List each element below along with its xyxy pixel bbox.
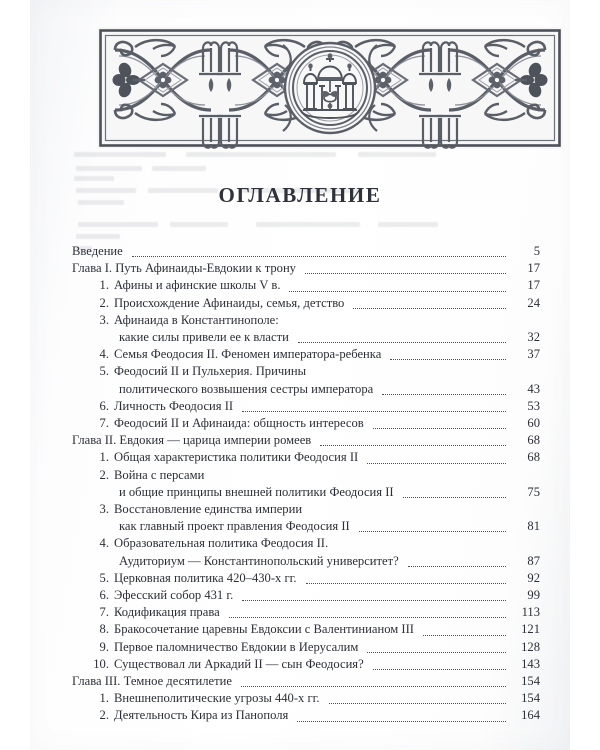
toc-entry [72,295,540,312]
toc-entry-number: 9. [99,639,109,654]
dot-leader [320,436,506,449]
toc-page-number: 75 [527,484,540,499]
toc-entry-label-line2: и общие принципы внешней политики Феодосия II [119,484,394,499]
toc-entry-number: 6. [99,588,109,603]
toc-chapter-label: Глава I. Путь Афинаиды-Евдокии к трону [72,261,296,276]
toc-page-number: 43 [527,381,540,396]
toc-entry [72,604,540,621]
dot-leader [306,574,506,587]
table-of-contents [72,243,540,725]
toc-entry-label: Семья Феодосия II. Феномен императора-ребенка [114,347,382,362]
dot-leader [298,333,506,346]
toc-chapter-label: Глава II. Евдокия — царица империи ромеев [72,433,312,448]
toc-entry-label: Война с персами [114,467,205,482]
toc-entry-number: 6. [99,398,109,413]
toc-chapter-entry [72,432,540,449]
toc-entry-label: Афины и афинские школы V в. [114,278,281,293]
dot-leader [229,608,506,621]
toc-entry [72,277,540,294]
toc-entry-label: Личность Феодосия II [114,398,234,413]
toc-entry-label: Феодосий II и Пульхерия. Причины [114,364,307,379]
byzantine-headpiece-ornament [97,27,563,149]
toc-page-number: 24 [527,295,540,310]
dot-leader [241,677,506,690]
toc-entry [72,656,540,673]
toc-entry [72,449,540,466]
toc-page-number: 17 [527,278,540,293]
toc-chapter-label: Глава III. Темное десятилетие [72,674,232,689]
dot-leader [408,557,506,570]
toc-page-number: 53 [527,398,540,413]
toc-entry-label: Введение [72,244,123,258]
toc-entry-label-line2: Аудиториум — Константинопольский университет? [119,553,399,568]
toc-entry-label: Афинаида в Константинополе: [114,312,279,327]
toc-entry [72,415,540,432]
dot-leader [367,454,506,467]
dot-leader [329,694,506,707]
toc-entry-label: Церковная политика 420–430-х гг. [114,570,297,585]
toc-page-number: 164 [521,708,540,723]
toc-page-number: 60 [527,416,540,431]
dot-leader [382,385,506,398]
toc-entry [72,621,540,638]
toc-entry-label: Кодификация права [114,605,220,620]
dot-leader [242,402,506,415]
toc-entry-number: 4. [99,347,109,362]
toc-page-number: 113 [521,605,540,620]
toc-entry-number: 7. [99,416,109,431]
toc-entry-label: Образовательная политика Феодосия II. [114,536,329,551]
toc-page-number: 143 [521,656,540,671]
toc-entry-label-line2: политического возвышения сестры императора [119,381,374,396]
dot-leader [289,282,506,295]
toc-entry-label: Эфесский собор 431 г. [114,588,234,603]
toc-entry-label-line2: как главный проект правления Феодосия II [119,519,350,534]
paper-sheet [30,0,570,750]
toc-entry-number: 3. [99,502,109,517]
toc-entry-continuation [72,553,540,570]
toc-page-number: 154 [521,674,540,689]
toc-entry-number: 2. [99,295,109,310]
toc-entry [72,501,540,518]
toc-entry-label: Феодосий II и Афинаида: общность интересов [114,416,364,431]
toc-entry-label: Деятельность Кира из Панополя [114,708,289,723]
toc-entry [72,467,540,484]
toc-entry-number: 2. [99,708,109,723]
toc-entry [72,243,540,260]
toc-entry-continuation [72,484,540,501]
toc-chapter-entry [72,260,540,277]
toc-entry-number: 7. [99,605,109,620]
toc-entry-label: Восстановление единства империи [114,502,303,517]
dot-leader [373,660,506,673]
toc-entry [72,346,540,363]
toc-page-number: 32 [527,330,540,345]
toc-entry [72,690,540,707]
toc-page-number: 68 [527,450,540,465]
toc-entry-number: 2. [99,467,109,482]
toc-entry-continuation [72,518,540,535]
toc-entry [72,535,540,552]
toc-page-number: 99 [527,588,540,603]
toc-entry-number: 1. [99,450,109,465]
toc-entry-label: Первое паломничество Евдокии в Иерусалим [114,639,359,654]
toc-page-number: 92 [527,570,540,585]
toc-entry [72,639,540,656]
toc-page-number: 68 [527,433,540,448]
page-title: ОГЛАВЛЕНИЕ [218,183,382,207]
dot-leader [403,488,506,501]
toc-page-number: 37 [527,347,540,362]
toc-entry [72,570,540,587]
dot-leader [353,299,506,312]
dot-leader [305,264,506,277]
toc-entry-number: 5. [99,570,109,585]
toc-entry-number: 4. [99,536,109,551]
dot-leader [242,591,506,604]
toc-page-number: 154 [521,691,540,706]
dot-leader [367,643,506,656]
dot-leader [390,350,506,363]
toc-entry-label: Внешнеполитические угрозы 440-х гг. [114,691,320,706]
toc-chapter-entry [72,673,540,690]
toc-page-number: 121 [521,622,540,637]
toc-entry-label: Существовал ли Аркадий II — сын Феодосия? [114,656,364,671]
dot-leader [297,712,506,725]
toc-entry-label: Бракосочетание царевны Евдоксии с Валентинианом III [114,622,414,637]
toc-entry-continuation [72,329,540,346]
toc-entry [72,398,540,415]
dot-leader [132,247,506,260]
toc-entry-number: 1. [99,278,109,293]
toc-page-number: 128 [521,639,540,654]
toc-entry [72,363,540,380]
toc-entry-label: Происхождение Афинаиды, семья, детство [114,295,345,310]
toc-entry-number: 10. [93,656,109,671]
toc-page-number: 87 [527,553,540,568]
toc-entry [72,312,540,329]
dot-leader [373,419,506,432]
toc-page-number: 17 [527,261,540,276]
toc-entry-number: 5. [99,364,109,379]
toc-entry [72,707,540,724]
toc-entry-number: 3. [99,312,109,327]
toc-entry-label-line2: какие силы привели ее к власти [119,330,289,345]
toc-entry-number: 1. [99,691,109,706]
toc-entry-continuation [72,381,540,398]
toc-entry-number: 8. [99,622,109,637]
toc-entry-label: Общая характеристика политики Феодосия II [114,450,359,465]
dot-leader [359,522,506,535]
toc-entry [72,587,540,604]
toc-page-number: 5 [533,244,540,258]
dot-leader [423,626,506,639]
toc-page-number: 81 [527,519,540,534]
